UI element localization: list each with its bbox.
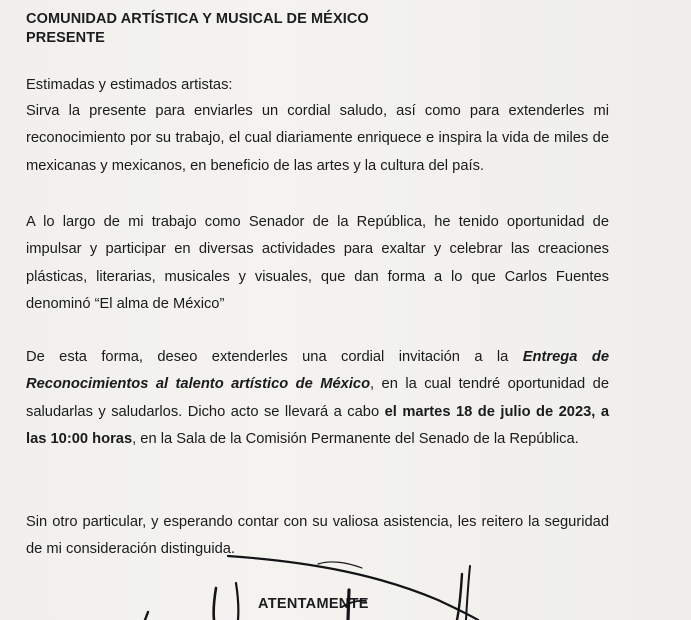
paragraph-background: A lo largo de mi trabajo como Senador de la República, he tenido oportunidad de impulsar y participar en diversas actividades para exaltar y celebrar las creaciones plásticas, literarias, musicales y visuales, que dan forma a lo que Carlos Fuentes denominó “El alma de México” [26,214,609,313]
paragraph-invitation [26,344,609,454]
invitation-text-3: , en la Sala de la Comisión Permanente del Senado de la República. [132,431,579,448]
letter-header [26,10,369,48]
paragraph-closing: Sin otro particular, y esperando contar con su valiosa asistencia, les reitero la seguridad de mi consideración distinguida. [26,514,609,558]
invitation-text-2: , en la cual tendré oportunidad de saludarlas y saludarlos. Dicho acto se llevará a cabo [26,376,609,420]
paragraph-greeting: Sirva la presente para enviarles un cordial saludo, así como para extenderles mi reconocimiento por su trabajo, el cual diariamente enriquece e inspira la vida de miles de mexicanas y mexicanos, en beneficio de las artes y la cultura del país. [26,103,609,174]
recipient-heading: COMUNIDAD ARTÍSTICA Y MUSICAL DE MÉXICO [26,11,369,27]
salutation: Estimadas y estimados artistas: [26,77,233,93]
invitation-text-1: De esta forma, deseo extenderles una cordial invitación a la [26,349,523,365]
presente-heading: PRESENTE [26,30,105,46]
event-name: Entrega de Reconocimientos al talento artístico de México [26,349,609,393]
event-date: el martes 18 de julio de 2023, a las 10:00 horas [26,403,610,448]
closing-atentamente: ATENTAMENTE [258,596,369,612]
